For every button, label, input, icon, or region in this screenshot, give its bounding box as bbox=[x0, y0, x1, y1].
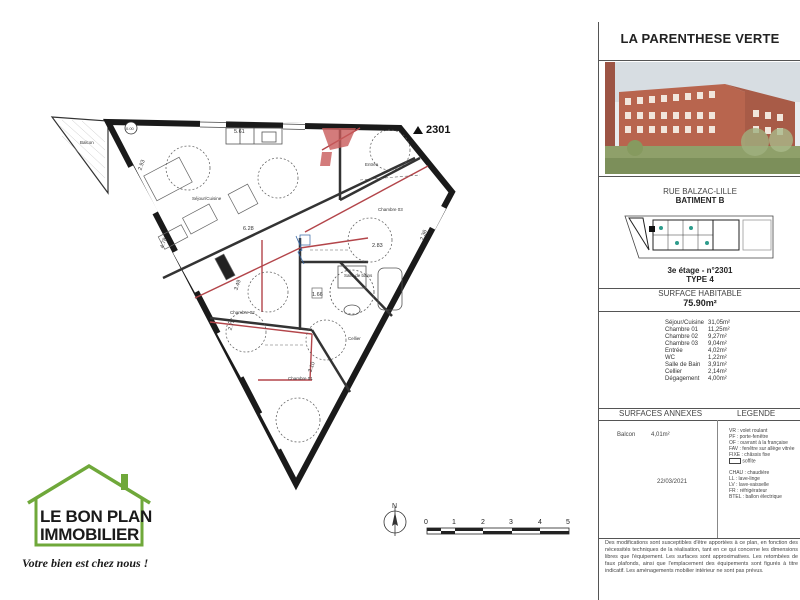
north-arrow bbox=[384, 503, 406, 536]
logo-line-2: IMMOBILIER bbox=[40, 525, 139, 544]
dim-10: 1.66 bbox=[312, 292, 323, 298]
label-balcon: Balcon bbox=[80, 140, 94, 145]
scale-tick: 0 bbox=[424, 519, 428, 526]
partition-lines bbox=[195, 128, 428, 380]
label-chambre-02: Chambre 02 bbox=[230, 310, 255, 315]
dim-2: 2.93 bbox=[137, 159, 147, 172]
legende-label: LEGENDE bbox=[737, 409, 776, 418]
legend-list-2: CHAU : chaudière LL : lave-linge LV : lave-vaisselle FR : réfrigérateur BTEL : ballon électrique bbox=[729, 470, 782, 500]
label-entree: Entrée bbox=[365, 162, 379, 167]
dim-3: 6.28 bbox=[243, 226, 254, 232]
dim-6: 2.83 bbox=[372, 243, 383, 249]
surface-label: SURFACE HABITABLE bbox=[658, 289, 742, 298]
table-row: Dégagement 4,00m² bbox=[665, 376, 727, 382]
logo-tagline: Votre bien est chez nous ! bbox=[22, 556, 149, 570]
scale-bar bbox=[424, 519, 570, 534]
label-sdb: Salle de bains bbox=[344, 273, 373, 278]
logo-line-1: LE BON PLAN bbox=[40, 507, 152, 526]
table-row: Salle de Bain 3,91m² bbox=[665, 362, 727, 368]
table-row: Séjour/Cuisine 31,05m² bbox=[665, 320, 731, 326]
table-row: WC 1,22m² bbox=[665, 355, 727, 361]
dim-5: 3.49 bbox=[233, 279, 243, 292]
unit-marker-icon bbox=[413, 126, 423, 134]
label-chambre-01: Chambre 01 bbox=[288, 376, 313, 381]
areas-table bbox=[663, 320, 732, 383]
legend-list-1: VR : volet roulant PF : porte-fenêtre OF : ouvrant à la française FAV : fenêtre sur allège vitrée FIXE : châssis fixe soffite bbox=[729, 428, 795, 465]
type-line: TYPE 4 bbox=[686, 275, 714, 284]
building-render bbox=[605, 62, 800, 174]
annex-balcon-value: 4,01m² bbox=[651, 432, 670, 438]
address: RUE BALZAC-LILLE bbox=[663, 187, 737, 196]
table-row: Cellier 2,14m² bbox=[665, 369, 727, 375]
table-row: Entrée 4,02m² bbox=[665, 348, 727, 354]
windows bbox=[130, 124, 443, 448]
surface-value: 75.90m² bbox=[683, 298, 717, 308]
project-title: LA PARENTHESE VERTE bbox=[620, 31, 780, 46]
scale-tick: 5 bbox=[566, 519, 570, 526]
scale-tick: 4 bbox=[538, 519, 542, 526]
plan-date: 22/03/2021 bbox=[657, 479, 688, 485]
info-panel bbox=[598, 22, 800, 600]
label-sejour: Séjour/Cuisine bbox=[192, 196, 222, 201]
dim-7: 2.36 bbox=[419, 229, 429, 242]
table-row: Chambre 02 9,27m² bbox=[665, 334, 727, 340]
disclaimer: Des modifications sont susceptibles d'être apportées à ce plan, en fonction des nécessités techniques de la réalisation, tant en ce qui concerne les dimensions libres que l'équipement. Les surfaces sont approximatives. Les retombées de faux plafonds, ainsi que l'emplacement des équipements sont figurés à titre indicatif. Les aménagements mobilier intérieur ne sont pas prévus. bbox=[605, 540, 798, 574]
dim-9: 3.10 bbox=[307, 361, 317, 374]
dim-4: 4.78 bbox=[159, 237, 169, 250]
svg-text:N: N bbox=[392, 503, 398, 510]
site-map bbox=[623, 210, 783, 262]
building: BATIMENT B bbox=[675, 196, 725, 205]
interior-walls bbox=[163, 128, 420, 392]
table-row: Chambre 03 9,04m² bbox=[665, 341, 727, 347]
scale-tick: 3 bbox=[509, 519, 513, 526]
unit-number: 2301 bbox=[426, 124, 451, 136]
label-cellier: Cellier bbox=[348, 336, 361, 341]
annex-balcon: Balcon bbox=[617, 432, 636, 438]
scale-tick: 2 bbox=[481, 519, 485, 526]
dim-8: 2.75 bbox=[227, 319, 237, 332]
label-chambre-03: Chambre 03 bbox=[378, 207, 403, 212]
dim-1: 5.61 bbox=[234, 129, 245, 135]
floor-line: 3e étage - n°2301 bbox=[667, 266, 733, 275]
balcony-area bbox=[52, 117, 108, 193]
furniture bbox=[144, 157, 322, 298]
table-row: Chambre 01 11,25m² bbox=[665, 327, 730, 333]
scale-tick: 1 bbox=[452, 519, 456, 526]
annexes-label: SURFACES ANNEXES bbox=[619, 409, 703, 418]
svg-text:0.00: 0.00 bbox=[126, 126, 134, 131]
outer-walls bbox=[108, 122, 452, 484]
